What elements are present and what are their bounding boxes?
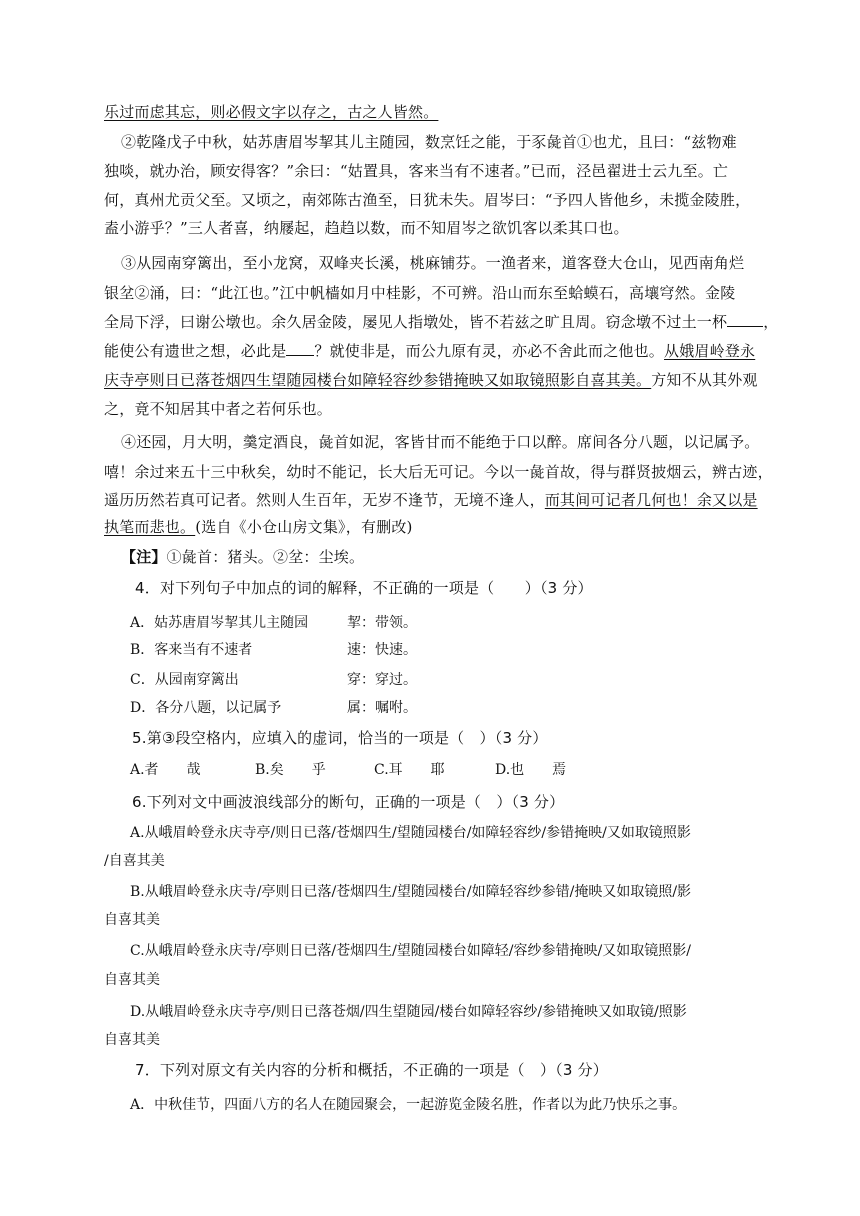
q4-option-b[interactable]: B．客来当有不速者 xyxy=(130,642,253,658)
passage-line-1: 乐过而虑其忘，则必假文字以存之，古之人皆然。 xyxy=(104,103,439,121)
wavy-underlined-text: 从娥眉岭登永 xyxy=(664,342,756,360)
q5-option-b[interactable]: B.矣 乎 xyxy=(255,762,326,778)
passage-line: 何，真州尤贡父至。又顷之，南郊陈古渔至，日犹未失。眉岑曰：“予四人皆他乡，未揽金陵胜， xyxy=(104,191,751,209)
q7-option-a[interactable]: A．中秋佳节，四面八方的名人在随园聚会，一起游览金陵名胜，作者以为此乃快乐之事。 xyxy=(130,1097,687,1113)
q6-option-a[interactable]: A.从峨眉岭登永庆寺亭/则日已落/苍烟四生/望随园楼台/如障轻容纱/参错掩映/又如取镜照影 xyxy=(130,825,691,841)
q4-option-a[interactable]: A．姑苏唐眉岑挈其儿主随园 xyxy=(130,615,309,631)
q6-option-c[interactable]: C.从峨眉岭登永庆寺/亭则日已落/苍烟四生/望随园楼台如障轻/容纱参错掩映/又如取镜照影/ xyxy=(130,943,691,959)
passage-line xyxy=(104,312,778,332)
question-4-stem: 4．对下列句子中加点的词的解释，不正确的一项是（ ）（3 分） xyxy=(135,579,593,597)
passage-line: 嘻！余过来五十三中秋矣，幼时不能记，长大后无可记。今以一彘首故，得与群贤披烟云，辨古迹， xyxy=(104,463,773,481)
passage-line: 独啖，就办治，顾安得客？”余曰：“姑置具，客来当有不速者。”已而，泾邑翟进士云九至。亡 xyxy=(104,162,729,180)
passage-text: 全局下浮，曰谢公墩也。余久居金陵，屡见人指墩处，皆不若兹之旷且周。窃念墩不过土一杯 xyxy=(104,313,728,331)
passage-line xyxy=(104,370,758,390)
passage-text: ， xyxy=(763,313,779,331)
question-6-stem: 6.下列对文中画波浪线部分的断句，正确的一项是（ ）（3 分） xyxy=(132,793,565,811)
fill-blank-1[interactable] xyxy=(727,312,763,327)
q6-option-d[interactable]: D.从峨眉岭登永庆寺亭/则日已落苍烟/四生望随园/楼台如障轻容纱/参错掩映又如取镜/照影 xyxy=(130,1004,687,1020)
q4-option-c[interactable]: C．从园南穿篱出 xyxy=(130,672,239,688)
q5-option-c[interactable]: C.耳 耶 xyxy=(374,762,445,778)
passage-line: 之，竟不知居其中者之若何乐也。 xyxy=(104,400,333,418)
underlined-text: 执笔而悲也。 xyxy=(104,518,196,536)
wavy-underlined-text: 庆寺亭则日已落苍烟四生望随园楼台如障轻容纱参错掩映又如取镜照影自喜其美。 xyxy=(104,371,652,389)
passage-line xyxy=(104,490,758,510)
footnote xyxy=(121,547,364,567)
q4-option-d-gloss: 属：嘱咐。 xyxy=(347,700,417,716)
passage-text: 方知不从其外观 xyxy=(651,371,758,389)
underlined-text: 而其间可记者几何也！余又以是 xyxy=(544,491,758,509)
source-citation: (选自《小仓山房文集》，有删改) xyxy=(195,518,413,536)
passage-paragraph-2-line-1: ②乾隆戊子中秋，姑苏唐眉岑挈其儿主随园，数烹饪之能，于豕彘首①也尤，且曰：“兹物难 xyxy=(121,133,737,151)
passage-line: 银坌②涌，曰：“此江也。”江中帆樯如月中桂影，不可辨。沿山而东至蛤蟆石，高壤穹然。金陵 xyxy=(104,284,736,302)
passage-text: 遥历历然若真可记者。然则人生百年，无岁不逢节，无境不逢人， xyxy=(104,491,545,509)
passage-paragraph-4-line-1: ④还园，月大明，羹定酒良，彘首如泥，客皆甘而不能绝于口以醉。席间各分八题，以记属予。 xyxy=(121,433,760,451)
q5-option-d[interactable]: D.也 焉 xyxy=(495,762,567,778)
q4-option-c-gloss: 穿：穿过。 xyxy=(347,672,417,688)
q6-option-b[interactable]: B.从峨眉岭登永庆寺/亭则日已落/苍烟四生/望随园楼台/如障轻容纱参错/掩映又如取镜照/影 xyxy=(130,884,692,900)
passage-text: ？就使非是，而公九原有灵，亦必不舍此而之他也。 xyxy=(314,342,665,360)
footnote-label: 【注】 xyxy=(121,548,167,566)
q6-option-b-cont: 自喜其美 xyxy=(104,912,160,928)
question-5-stem: 5.第③段空格内，应填入的虚词，恰当的一项是（ ）（3 分） xyxy=(132,729,548,747)
q6-option-c-cont: 自喜其美 xyxy=(104,972,160,988)
question-7-stem: 7．下列对原文有关内容的分析和概括，不正确的一项是（ ）（3 分） xyxy=(135,1061,608,1079)
q4-option-d[interactable]: D．各分八题，以记属予 xyxy=(130,700,282,716)
q4-option-a-gloss: 挈：带领。 xyxy=(347,615,417,631)
fill-blank-2[interactable] xyxy=(286,341,314,356)
q6-option-a-cont: /自喜其美 xyxy=(104,853,165,869)
passage-line xyxy=(104,517,413,537)
passage-text: 能使公有遗世之想，必此是 xyxy=(104,342,287,360)
passage-line xyxy=(104,341,755,361)
q5-option-a[interactable]: A.者 哉 xyxy=(130,762,201,778)
passage-paragraph-3-line-1: ③从园南穿篱出，至小龙窝，双峰夹长溪，桃麻铺芬。一渔者来，道客登大仓山，见西南角烂 xyxy=(121,254,745,272)
q6-option-d-cont: 自喜其美 xyxy=(104,1032,160,1048)
passage-line: 盍小游乎？”三人者喜，纳屦起，趋趋以数，而不知眉岑之欲饥客以柔其口也。 xyxy=(104,219,629,237)
q4-option-b-gloss: 速：快速。 xyxy=(347,642,417,658)
footnote-text: ①彘首：猪头。②坌：尘埃。 xyxy=(166,548,365,566)
